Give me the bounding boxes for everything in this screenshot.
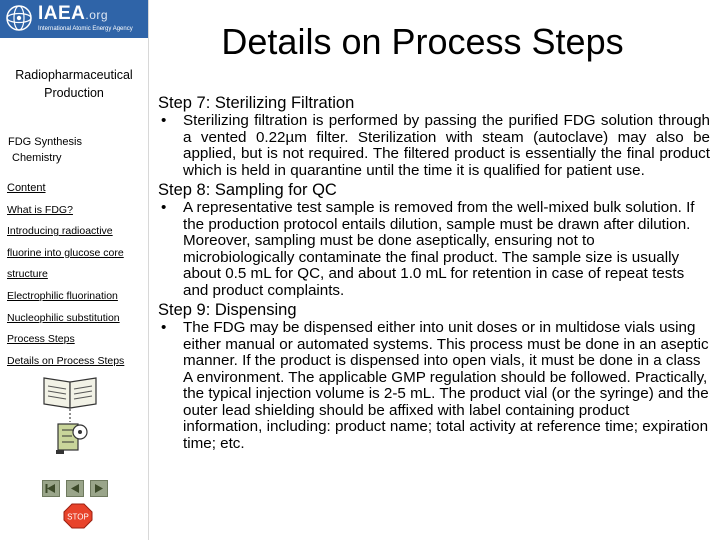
prev-arrow-icon	[45, 483, 57, 494]
bullet-marker: •	[161, 112, 167, 129]
toc-item-what-is-fdg[interactable]	[7, 200, 124, 222]
book-reader-icon	[36, 372, 106, 456]
step-8-bullet	[158, 200, 710, 299]
toc-link[interactable]: Electrophilic fluorination	[7, 289, 118, 302]
back-button[interactable]	[66, 480, 84, 497]
toc-link[interactable]: Process Steps	[7, 333, 75, 346]
step-8-heading: Step 8: Sampling for QC	[158, 181, 337, 199]
toc-link[interactable]: fluorine into glucose core	[7, 246, 124, 259]
left-arrow-icon	[69, 483, 81, 494]
toc-item-details-on-process-steps[interactable]	[7, 351, 124, 373]
sidebar-divider	[148, 0, 149, 540]
toc-item-electrophilic-fluorination[interactable]	[7, 286, 124, 308]
toc-item-nucleophilic-substitution[interactable]	[7, 308, 124, 330]
toc-heading-link[interactable]: Content	[7, 182, 46, 194]
page-title: Details on Process Steps	[221, 21, 624, 62]
step-9-bullet	[158, 320, 710, 452]
bullet-marker: •	[161, 199, 167, 216]
section-title-line-2: Production	[44, 86, 104, 100]
logo-subtitle: International Atomic Energy Agency	[38, 26, 133, 32]
table-of-contents	[7, 178, 124, 372]
module-title-line-2: Chemistry	[12, 152, 62, 164]
stop-label: STOP	[67, 512, 89, 522]
stop-sign-icon	[63, 503, 93, 529]
toc-item-process-steps[interactable]	[7, 329, 124, 351]
step-7-text: Sterilizing filtration is performed by passing the purified FDG solution through a vented 0.22µm filter. Sterilization with steam (autoclave) may also be applied, but is not required. The filtered product is essentially the final product which is held in quarantine until the time it is qualified for patient use.	[183, 112, 710, 179]
toc-link[interactable]: Details on Process Steps	[7, 354, 125, 367]
navigation-buttons	[42, 480, 112, 498]
toc-heading[interactable]	[7, 178, 124, 200]
logo-org: .org	[85, 8, 109, 22]
bullet-marker: •	[161, 319, 167, 336]
step-7-bullet	[158, 113, 710, 179]
step-9-text: The FDG may be dispensed either into unit doses or in multidose vials using either manual or automated systems. This process must be done in an aseptic manner. If the product is dispensed into open vials, it must be done in a class A environment. The applicable GMP regulation should be followed. Practically, the typical injection volume is 2-5 mL. The product vial (or the syringe) and the outer lead shielding should be affixed with label containing product information, including: product name; total activity at reference time; expiration time; etc.	[183, 319, 709, 452]
module-title-line-1: FDG Synthesis	[8, 136, 82, 148]
toc-link[interactable]: Introducing radioactive	[7, 225, 113, 238]
prev-button[interactable]	[42, 480, 60, 497]
toc-link[interactable]: structure	[7, 268, 48, 281]
logo-text	[38, 3, 108, 25]
step-9-heading: Step 9: Dispensing	[158, 301, 297, 319]
toc-item-structure[interactable]	[7, 264, 124, 286]
sidebar	[0, 0, 148, 540]
globe-icon	[4, 3, 34, 33]
next-arrow-icon	[93, 483, 105, 494]
slide-content	[158, 92, 710, 452]
iaea-logo[interactable]	[0, 0, 148, 38]
stop-button[interactable]	[63, 503, 93, 529]
next-button[interactable]	[90, 480, 108, 497]
section-title	[0, 66, 148, 102]
toc-link[interactable]: What is FDG?	[7, 203, 73, 216]
section-title-line-1: Radiopharmaceutical	[15, 68, 133, 82]
step-8-text: A representative test sample is removed from the well-mixed bulk solution. If the production protocol entails dilution, sample must be drawn after dilution. Moreover, sampling must be done aseptically, ensuring not to microbiologically contaminate the final product. The sample size is usually about 0.5 mL for QC, and about 1.0 mL for retention in case of repeat tests and product complaints.	[183, 199, 695, 299]
logo-main: IAEA	[38, 3, 86, 24]
toc-item-introducing-radioactive[interactable]	[7, 221, 124, 243]
toc-item-fluorine-into-glucose[interactable]	[7, 243, 124, 265]
step-7-heading: Step 7: Sterilizing Filtration	[158, 94, 355, 112]
toc-link[interactable]: Nucleophilic substitution	[7, 311, 120, 324]
module-title	[8, 134, 82, 166]
